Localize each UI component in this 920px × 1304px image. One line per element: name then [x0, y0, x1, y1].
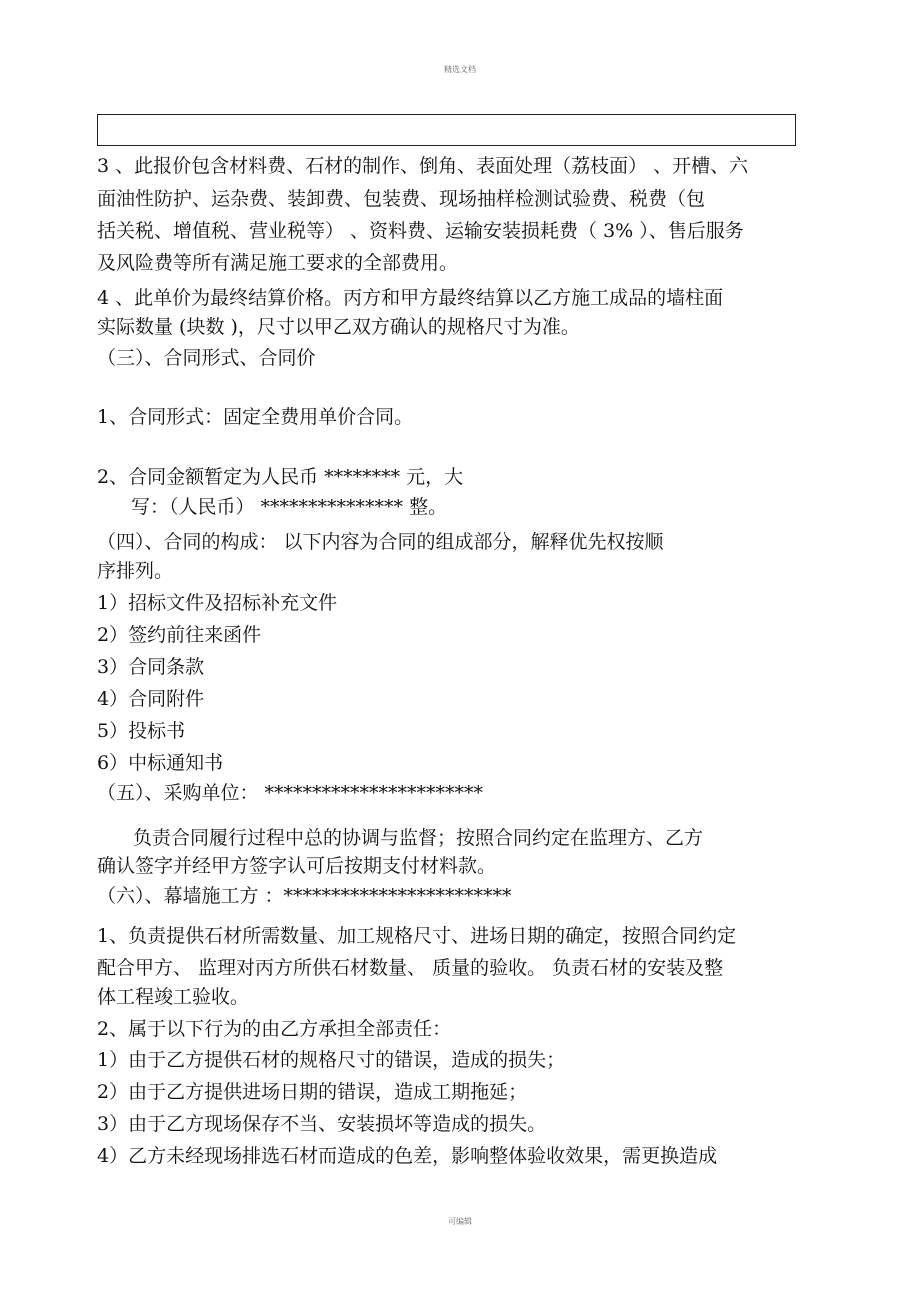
list-item: 4）乙方未经现场排选石材而造成的色差，影响整体验收效果，需更换造成 [97, 1145, 718, 1167]
list-item: 2）由于乙方提供进场日期的错误，造成工期拖延； [97, 1081, 528, 1103]
text-line: 负责合同履行过程中总的协调与监督；按照合同约定在监理方、乙方 [133, 827, 704, 849]
page-footer: 可编辑 [448, 1217, 472, 1226]
text-line: 确认签字并经甲方签字认可后按期支付材料款。 [97, 855, 497, 877]
list-item: 4）合同附件 [97, 688, 205, 710]
text-line: 3 、此报价包含材料费、石材的制作、倒角、表面处理（荔枝面） 、开槽、六 [97, 155, 749, 177]
text-line: 2、合同金额暂定为人民币 ******** 元，大 [97, 466, 464, 488]
text-line: 括关税、增值税、营业税等） 、资料费、运输安装损耗费（ 3% ）、售后服务 [97, 220, 744, 242]
list-item: 1）由于乙方提供石材的规格尺寸的错误，造成的损失； [97, 1049, 566, 1071]
text-line: 体工程竣工验收。 [97, 986, 250, 1008]
text-line: 写：（人民币） *************** 整。 [131, 496, 448, 518]
text-line: 1、负责提供石材所需数量、加工规格尺寸、进场日期的确定，按照合同约定 [97, 925, 737, 947]
text-line: 及风险费等所有满足施工要求的全部费用。 [97, 252, 459, 274]
list-item: 2）签约前往来函件 [97, 624, 262, 646]
section-heading: （四）、合同的构成： 以下内容为合同的组成部分，解释优先权按顺 [97, 531, 664, 553]
list-item: 3）由于乙方现场保存不当、安装损坏等造成的损失。 [97, 1113, 547, 1135]
text-line: 配合甲方、 监理对丙方所供石材数量、 质量的验收。 负责石材的安装及整 [97, 957, 724, 979]
text-line: 实际数量 (块数 )，尺寸以甲乙双方确认的规格尺寸为准。 [97, 316, 580, 338]
text-line: 4 、此单价为最终结算价格。丙方和甲方最终结算以乙方施工成品的墙柱面 [97, 287, 724, 309]
list-item: 5）投标书 [97, 720, 186, 742]
table-cell-box [97, 114, 796, 146]
list-item: 3）合同条款 [97, 656, 205, 678]
section-heading: （五）、采购单位： *********************** [97, 782, 484, 804]
text-line: 面油性防护、运杂费、装卸费、包装费、现场抽样检测试验费、税费（包 [97, 188, 706, 210]
text-line: 2、属于以下行为的由乙方承担全部责任： [97, 1018, 452, 1040]
text-line: 序排列。 [97, 560, 174, 582]
text-line: 1、合同形式：固定全费用单价合同。 [97, 406, 414, 428]
list-item: 1）招标文件及招标补充文件 [97, 592, 338, 614]
section-heading: （六）、幕墙施工方 ：************************ [97, 885, 512, 907]
section-heading: （三）、合同形式、合同价 [97, 347, 316, 369]
list-item: 6）中标通知书 [97, 752, 224, 774]
page-header: 精选文档 [444, 65, 476, 74]
